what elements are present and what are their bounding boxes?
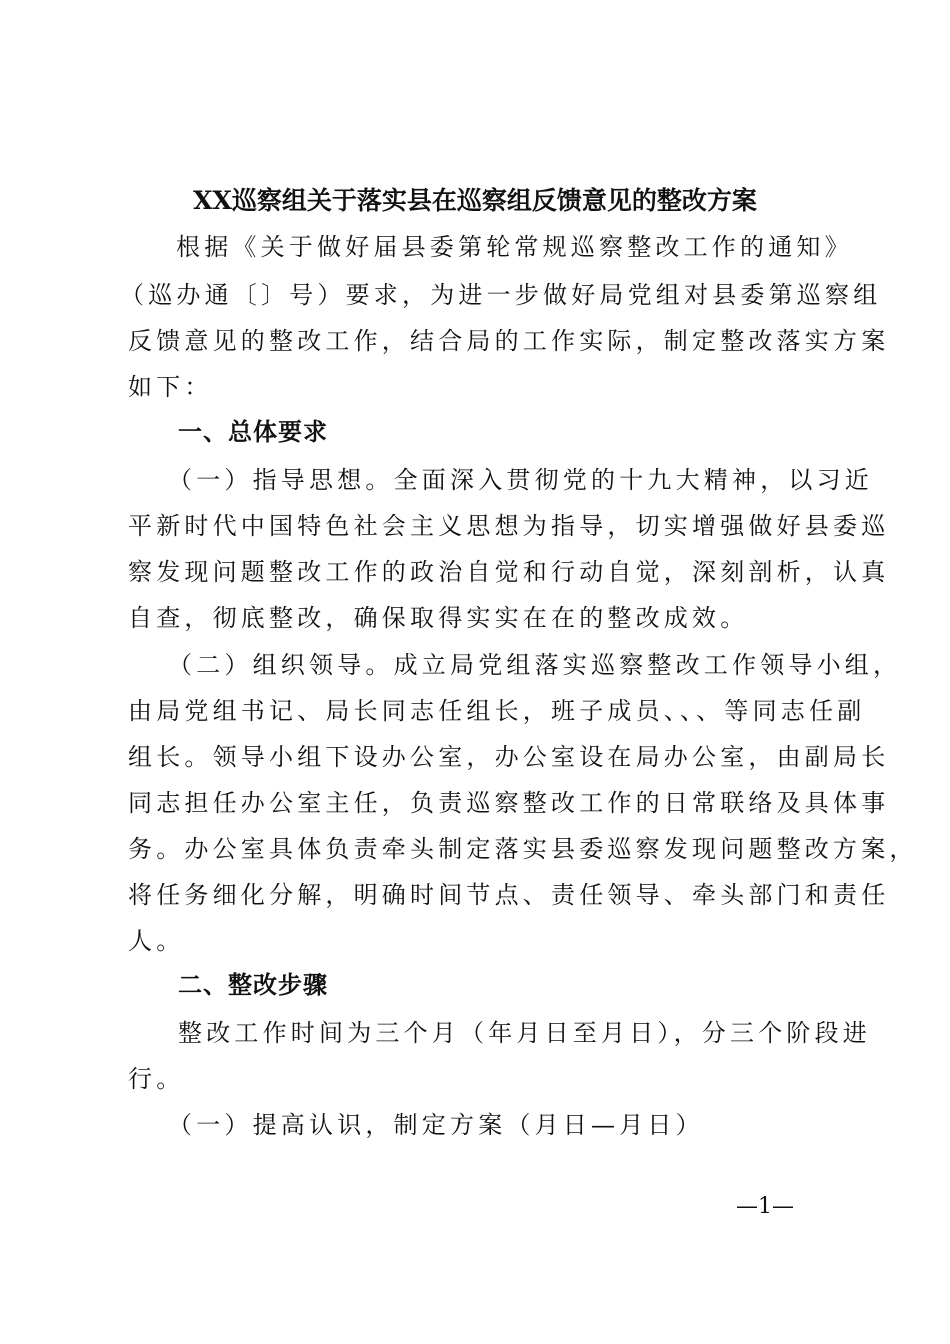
paragraph-line: 人。 (128, 927, 185, 955)
paragraph-line: （巡办通〔〕号）要求，为进一步做好局党组对县委第巡察组 (120, 281, 882, 309)
paragraph-line: 反馈意见的整改工作，结合局的工作实际，制定整改落实方案 (128, 327, 890, 355)
section-heading: 二、整改步骤 (178, 971, 328, 999)
paragraph-line: 务。办公室具体负责牵头制定落实县委巡察发现问题整改方案， (128, 835, 918, 863)
paragraph-line: 根据《关于做好届县委第轮常规巡察整改工作的通知》 (176, 233, 853, 261)
paragraph-line: （一）提高认识，制定方案（月日—月日） (168, 1111, 704, 1139)
paragraph-line: （一）指导思想。全面深入贯彻党的十九大精神，以习近 (168, 466, 873, 494)
section-heading: 一、总体要求 (178, 418, 328, 446)
paragraph-line: 将任务细化分解，明确时间节点、责任领导、牵头部门和责任 (128, 881, 890, 909)
paragraph-line: 同志担任办公室主任，负责巡察整改工作的日常联络及具体事 (128, 789, 890, 817)
page-number: —1— (736, 1194, 794, 1219)
paragraph-line: 察发现问题整改工作的政治自觉和行动自觉，深刻剖析，认真 (128, 558, 890, 586)
paragraph-line: 组长。领导小组下设办公室，办公室设在局办公室，由副局长 (128, 743, 890, 771)
paragraph-line: 自查，彻底整改，确保取得实实在在的整改成效。 (128, 604, 749, 632)
paragraph-line: 平新时代中国特色社会主义思想为指导，切实增强做好县委巡 (128, 512, 890, 540)
paragraph-line: 行。 (128, 1065, 185, 1093)
paragraph-line: 整改工作时间为三个月（年月日至月日），分三个阶段进 (178, 1019, 871, 1047)
paragraph-line: 如下： (128, 373, 213, 401)
document-title: XX巡察组关于落实县在巡察组反馈意见的整改方案 (193, 186, 757, 215)
paragraph-line: （二）组织领导。成立局党组落实巡察整改工作领导小组， (168, 651, 902, 679)
paragraph-line: 由局党组书记、局长同志任组长，班子成员、、、等同志任副 (128, 697, 866, 725)
